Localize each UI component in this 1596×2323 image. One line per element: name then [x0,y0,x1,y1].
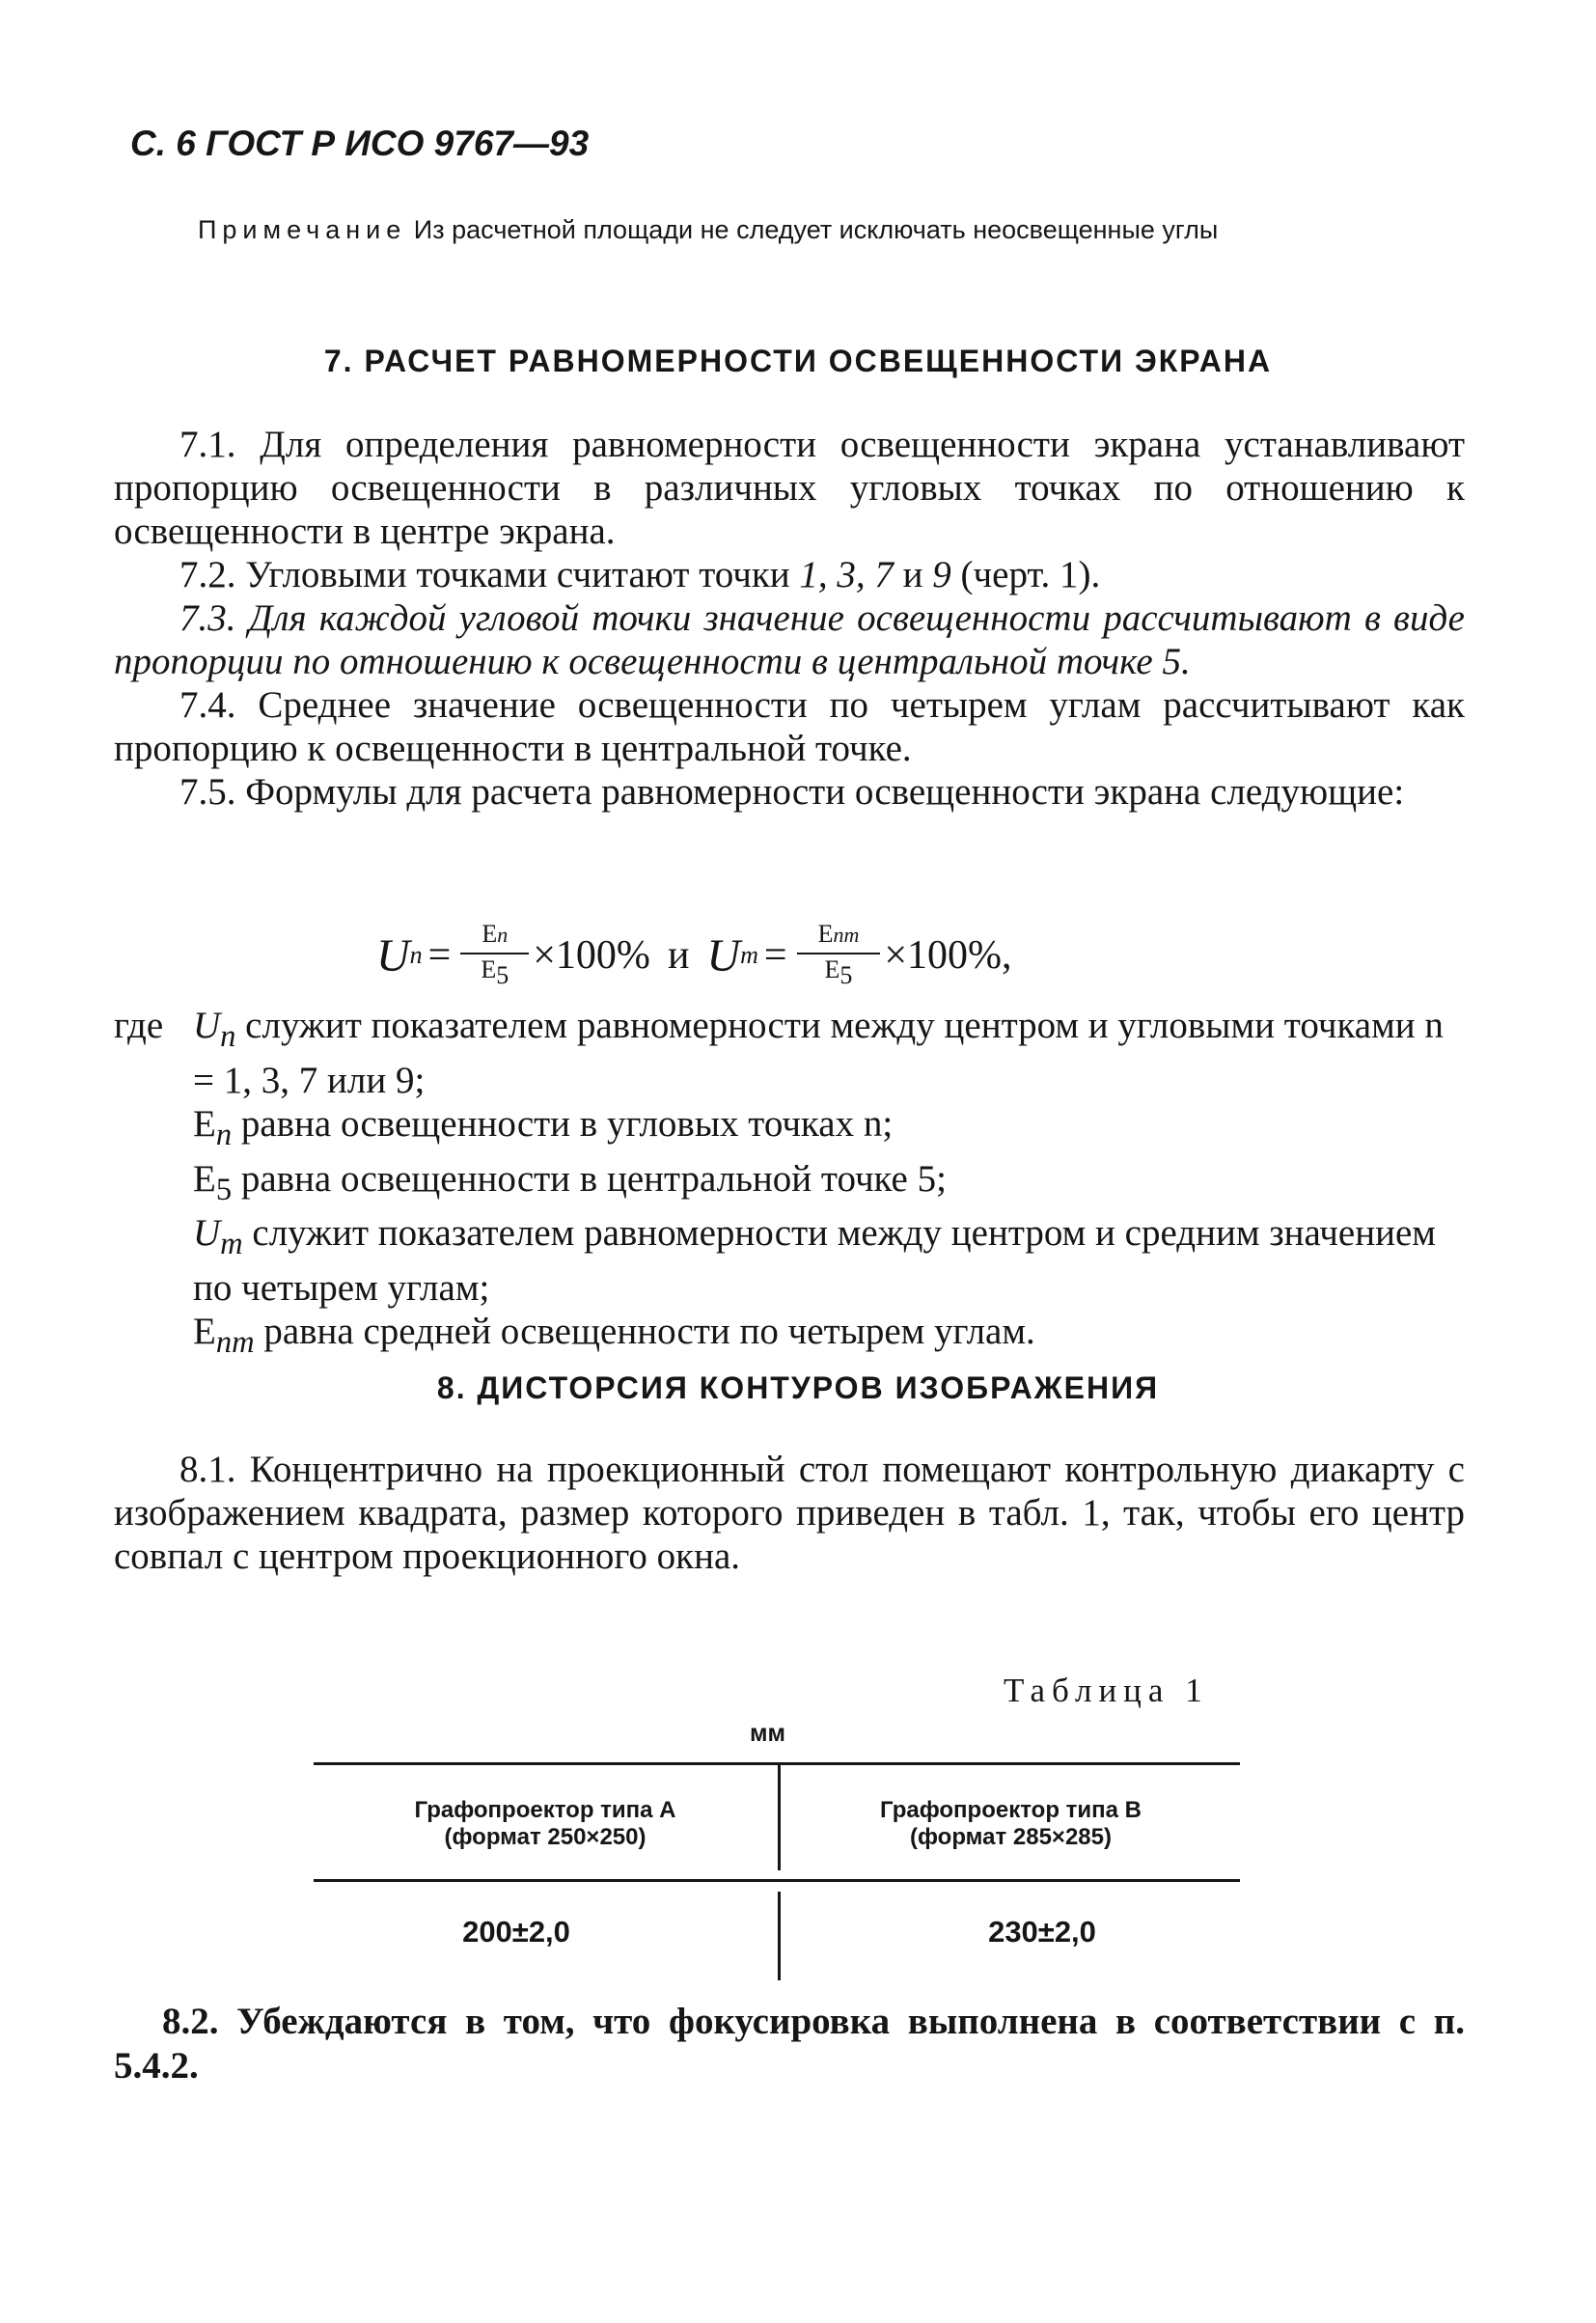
table-cell-b: 230±2,0 [988,1915,1096,1949]
frac-den-e: E [481,955,497,984]
p72-ref: (черт. 1). [960,554,1101,595]
frac2-den-5: 5 [839,961,853,990]
section-7-title: 7. РАСЧЕТ РАВНОМЕРНОСТИ ОСВЕЩЕННОСТИ ЭКРАНА [323,344,1273,378]
frac2-num-nm: nm [833,923,860,948]
note [130,214,1467,245]
p72-last: 9 [932,554,951,595]
def-en-text: равна освещенности в угловых точках n; [240,1102,894,1145]
table-header-b [782,1797,1240,1851]
formula-eq: = [427,933,452,978]
frac2-num-e: E [817,920,834,949]
where-label: где [114,1005,164,1046]
section-8-2 [114,2000,1465,2088]
table-header-rule [314,1879,1240,1882]
paragraph-8-2: 8.2. Убеждаются в том, что фокусировка выполнена в соответствии с п. 5.4.2. [114,2001,1465,2087]
page-header: С. 6 ГОСТ Р ИСО 9767—93 [130,124,590,163]
uniformity-formula [376,907,1012,1004]
formula-sub-m: m [740,941,758,969]
paragraph-7-4: 7.4. Среднее значение освещенности по четырем углам рассчитывают как пропорцию к освещенности в центральной точке. [114,684,1465,769]
formula-times: ×100% [533,933,650,978]
def-enm-text: равна средней освещенности по четырем углам. [263,1311,1035,1353]
def-e5-sub: 5 [215,1172,233,1207]
table-unit: мм [750,1720,785,1747]
header-a-line2: (формат 250×250) [444,1824,647,1850]
header-b-line2: (формат 285×285) [910,1824,1112,1850]
def-e: E [193,1102,216,1145]
p72-points: 1, 3, 7 [799,554,894,595]
def-e5: E [193,1157,216,1200]
definition-un [114,1004,1465,1102]
def-e5-text: равна освещенности в центральной точке 5; [240,1157,947,1200]
frac-num-n: n [497,923,509,948]
formula-end: ×100%, [884,933,1012,978]
definition-e5 [114,1157,1465,1212]
def-um: U [193,1212,221,1255]
formula-sub-n: n [409,941,423,969]
note-label: Примечание [198,215,407,244]
def-u-n: n [220,1018,236,1054]
table-body-divider [778,1892,781,1980]
def-um-text: служит показателем равномерности между центром и средним значением по четырем углам; [193,1212,1436,1310]
table-top-rule [314,1762,1240,1765]
table-header-divider [778,1764,781,1870]
section-8-body [114,1448,1465,1578]
formula-eq2: = [763,933,787,978]
def-e-n: n [215,1117,233,1152]
table-cell-a: 200±2,0 [462,1915,570,1949]
definition-en [114,1102,1465,1157]
header-a-line1: Графопроектор типа А [414,1797,676,1823]
formula-u: U [376,929,410,982]
paragraph-7-3: 7.3. Для каждой угловой точки значение освещенности рассчитывают в виде пропорции по отношению к освещенности в центральной точке 5. [114,597,1465,682]
p72-and: и [902,554,923,595]
definition-um [114,1211,1465,1310]
section-7-body [114,423,1465,814]
table-caption: Таблица 1 [1004,1672,1209,1709]
def-un-values: n = 1, 3, 7 или 9; [193,1005,1444,1101]
def-enm-sub: nm [215,1324,255,1360]
formula-and: и [667,933,690,978]
table-header-a [314,1797,777,1851]
paragraph-7-2 [114,553,1465,596]
def-um-sub: m [220,1227,243,1262]
frac2-den-e: E [824,955,840,984]
frac-den-5: 5 [496,961,509,990]
def-un-text: служит показателем равномерности между центром и угловыми точками [245,1005,1416,1046]
paragraph-8-1: 8.1. Концентрично на проекционный стол помещают контрольную диакарту с изображением квадрата, размер которого приведен в табл. 1, так, чтобы его центр совпал с центром проекционного окна. [114,1449,1465,1577]
fraction-enm-e5 [797,919,881,991]
note-text: Из расчетной площади не следует исключать неосвещенные углы [413,215,1219,244]
fraction-en-e5 [460,919,529,991]
definitions-list [114,1004,1465,1365]
def-u: U [193,1005,221,1046]
formula-u2: U [706,929,741,982]
header-b-line1: Графопроектор типа В [880,1797,1142,1823]
section-8-title: 8. ДИСТОРСИЯ КОНТУРОВ ИЗОБРАЖЕНИЯ [436,1370,1160,1405]
definition-enm [114,1310,1465,1365]
paragraph-7-5: 7.5. Формулы для расчета равномерности освещенности экрана следующие: [179,771,1405,813]
frac-num-e: E [482,920,498,949]
paragraph-7-1: 7.1. Для определения равномерности освещенности экрана устанавливают пропорцию освещенности в различных угловых точках по отношению к освещенности в центре экрана. [114,424,1465,552]
def-enm: E [193,1311,216,1353]
p72-text: 7.2. Угловыми точками считают точки [179,554,790,595]
